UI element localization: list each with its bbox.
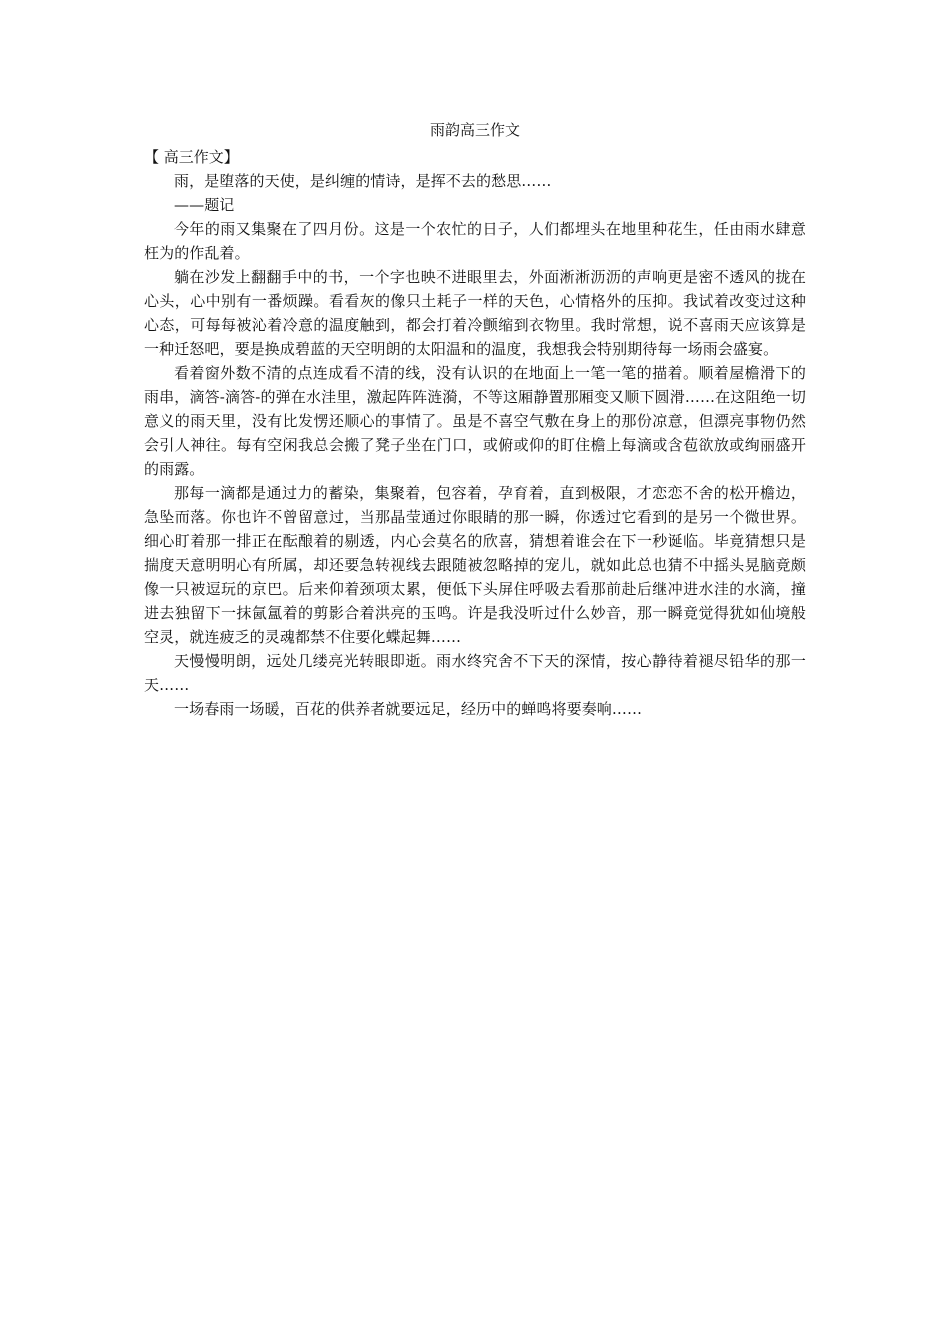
epigraph-attribution: ——题记 xyxy=(174,196,235,214)
body-paragraph-4: 那每一滴都是通过力的蓄染，集聚着，包容着，孕育着，直到极限，才恋恋不舍的松开檐边，急坠而落。你也许不曾留意过，当那晶莹通过你眼睛的那一瞬，你透过它看到的是另一个微世界。细心盯着那一排正在酝酿着的剔透，内心会莫名的欣喜，猜想着谁会在下一秒诞临。毕竟猜想只是揣度天意明明心有所属，却还要急转视线去跟随被忽略掉的宠儿，就如此总也猜不中摇头晃脑竟颇像一只被逗玩的京巴。后来仰着颈项太累，便低下头屏住呼吸去看那前赴后继冲进水洼的水滴，撞进去独留下一抹氤氲着的剪影合着洪亮的玉鸣。许是我没听过什么妙音，那一瞬竟觉得犹如仙境般空灵，就连疲乏的灵魂都禁不住要化蝶起舞…… xyxy=(144,484,806,646)
body-paragraph-1: 今年的雨又集聚在了四月份。这是一个农忙的日子，人们都埋头在地里种花生，任由雨水肆意枉为的作乱着。 xyxy=(144,220,806,262)
document-page xyxy=(144,118,806,721)
document-title: 雨韵高三作文 xyxy=(429,121,520,139)
body-paragraph-5: 天慢慢明朗，远处几缕亮光转眼即逝。雨水终究舍不下天的深情，按心静待着褪尽铅华的那一天…… xyxy=(144,652,806,694)
epigraph: 雨，是堕落的天使，是纠缠的情诗，是挥不去的愁思…… xyxy=(174,172,552,190)
body-paragraph-6: 一场春雨一场暖，百花的供养者就要远足，经历中的蝉鸣将要奏响…… xyxy=(174,700,643,718)
body-paragraph-2: 躺在沙发上翻翻手中的书，一个字也映不进眼里去，外面淅淅沥沥的声响更是密不透风的拢在心头，心中别有一番烦躁。看看灰的像只土耗子一样的天色，心情格外的压抑。我试着改变过这种心态，可每每被沁着冷意的温度触到，都会打着冷颤缩到衣物里。我时常想，说不喜雨天应该算是一种迁怒吧，要是换成碧蓝的天空明朗的太阳温和的温度，我想我会特别期待每一场雨会盛宴。 xyxy=(144,268,806,358)
category-label: 【 高三作文】 xyxy=(144,148,239,166)
body-paragraph-3: 看着窗外数不清的点连成看不清的线，没有认识的在地面上一笔一笔的描着。顺着屋檐滑下的雨串，滴答-滴答-的弹在水洼里，激起阵阵涟漪，不等这厢静置那厢变又顺下圆滑……在这阻绝一切意义的雨天里，没有比发愣还顺心的事情了。虽是不喜空气敷在身上的那份凉意，但漂亮事物仍然会引人神往。每有空闲我总会搬了凳子坐在门口，或俯或仰的盯住檐上每滴或含苞欲放或绚丽盛开的雨露。 xyxy=(144,364,806,478)
